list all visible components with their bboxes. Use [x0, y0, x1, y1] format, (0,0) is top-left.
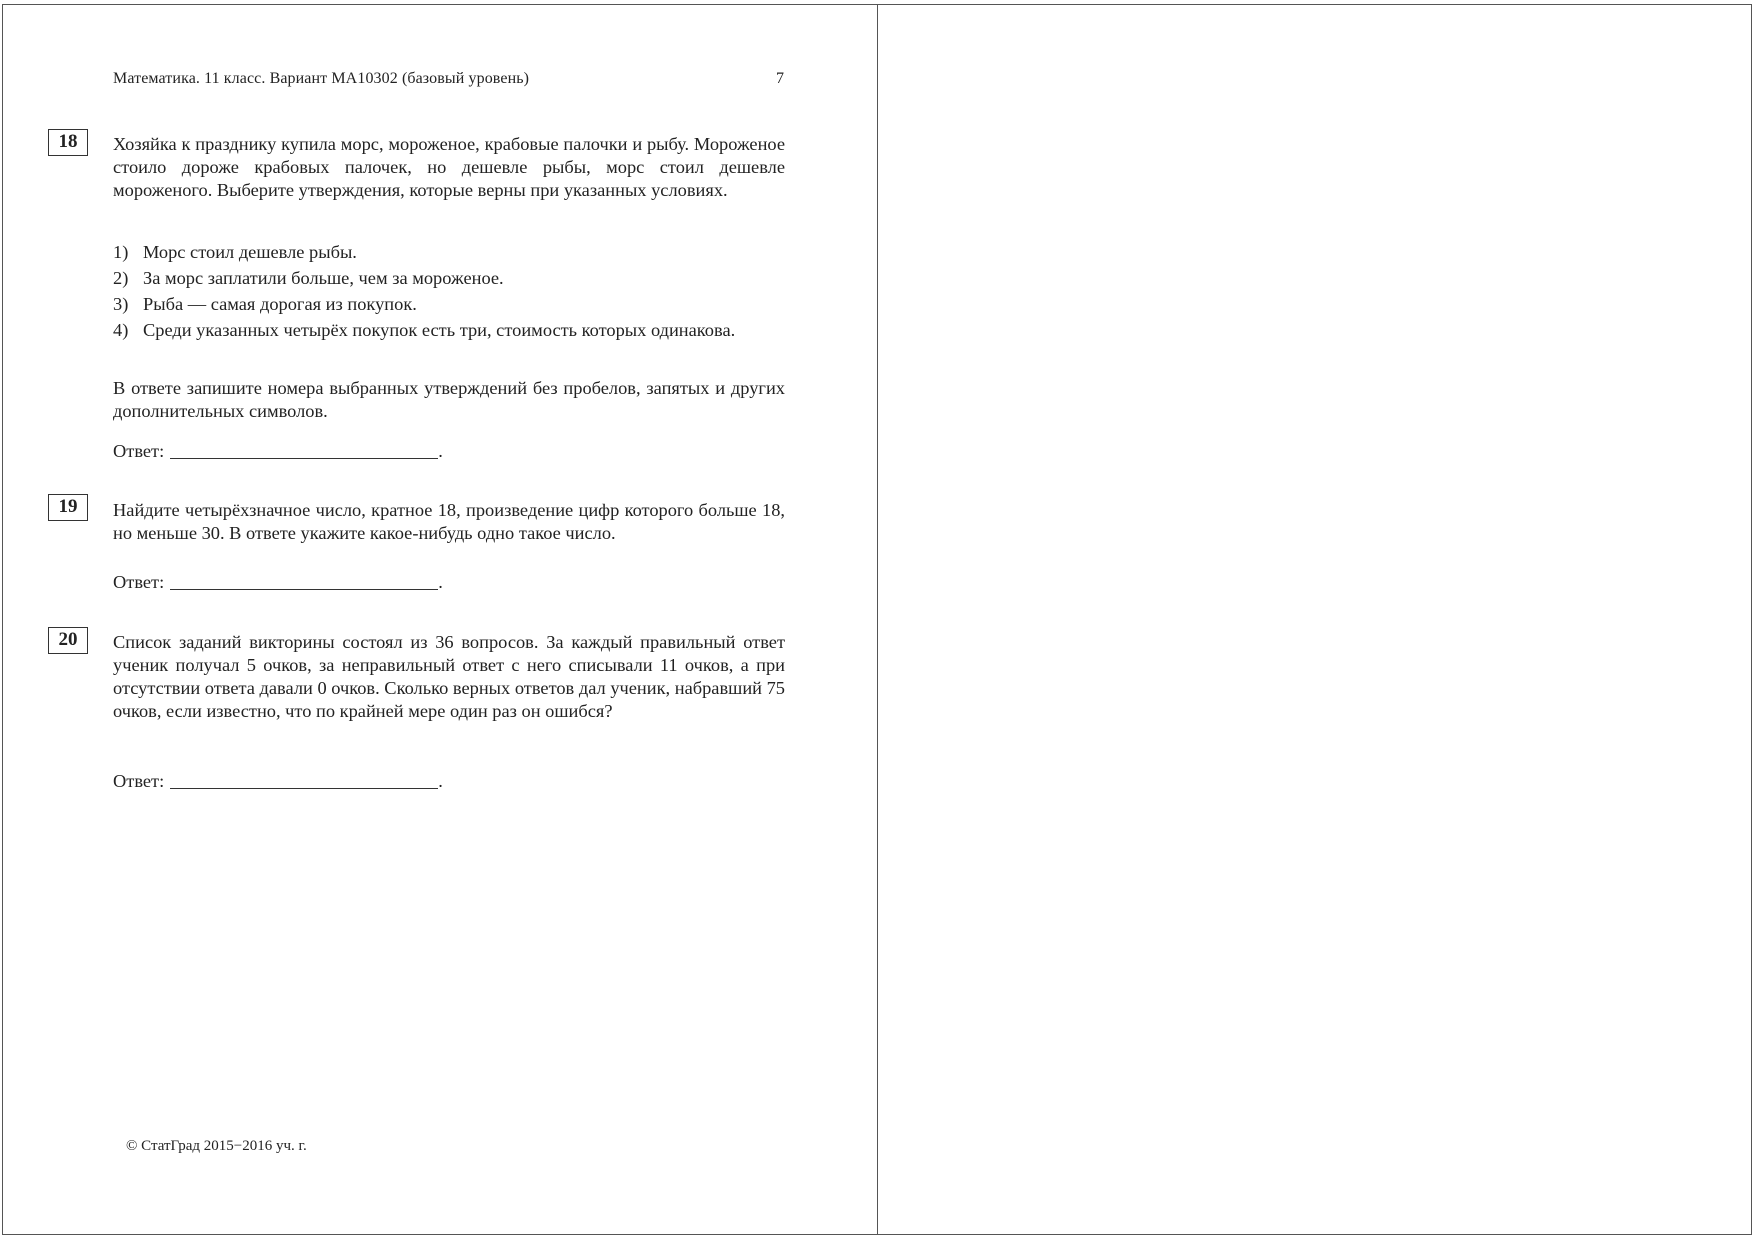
- option-text: За морс заплатили больше, чем за мороженое.: [143, 268, 504, 288]
- option-number: 2): [113, 268, 129, 288]
- option-text: Среди указанных четырёх покупок есть три, стоимость которых одинакова.: [143, 320, 736, 340]
- task-18-answer: Ответ: .: [113, 441, 443, 461]
- option-number: 4): [113, 320, 129, 340]
- task-18-instruction: В ответе запишите номера выбранных утверждений без пробелов, запятых и других дополнительных символов.: [113, 378, 785, 421]
- option-number: 1): [113, 242, 129, 262]
- task-18-options: [113, 241, 785, 345]
- option-item: [113, 319, 785, 342]
- task-18-text: Хозяйка к празднику купила морс, мороженое, крабовые палочки и рыбу. Мороженое стоило дороже крабовых палочек, но дешевле рыбы, морс стоил дешевле мороженого. Выберите утверждения, которые верны при указанных условиях.: [113, 134, 785, 200]
- header-title: Математика. 11 класс. Вариант МА10302 (базовый уровень): [113, 70, 530, 87]
- answer-label: Ответ:: [113, 771, 165, 791]
- task-20-answer: Ответ: .: [113, 771, 443, 791]
- task-19-text: Найдите четырёхзначное число, кратное 18, произведение цифр которого больше 18, но меньше 30. В ответе укажите какое-нибудь одно такое число.: [113, 500, 785, 543]
- option-item: [113, 267, 785, 290]
- task-number-20: 20: [48, 627, 88, 654]
- footer-copyright: © СтатГрад 2015−2016 уч. г.: [126, 1138, 307, 1154]
- answer-label: Ответ:: [113, 572, 165, 592]
- task-number-19: 19: [48, 494, 88, 521]
- task-20-text: Список заданий викторины состоял из 36 вопросов. За каждый правильный ответ ученик получал 5 очков, за неправильный ответ с него списывали 11 очков, а при отсутствии ответа давали 0 очков. Сколько верных ответов дал ученик, набравший 75 очков, если известно, что по крайней мере один раз он ошибся?: [113, 632, 785, 721]
- right-page: [877, 4, 1752, 1235]
- option-item: [113, 293, 785, 316]
- answer-field[interactable]: [170, 772, 438, 789]
- page-number: 7: [776, 70, 784, 87]
- option-item: [113, 241, 785, 264]
- answer-label: Ответ:: [113, 441, 165, 461]
- answer-field[interactable]: [170, 442, 438, 459]
- option-number: 3): [113, 294, 129, 314]
- task-number-18: 18: [48, 129, 88, 156]
- answer-field[interactable]: [170, 573, 438, 590]
- option-text: Рыба — самая дорогая из покупок.: [143, 294, 417, 314]
- option-text: Морс стоил дешевле рыбы.: [143, 242, 357, 262]
- task-19-answer: Ответ: .: [113, 572, 443, 592]
